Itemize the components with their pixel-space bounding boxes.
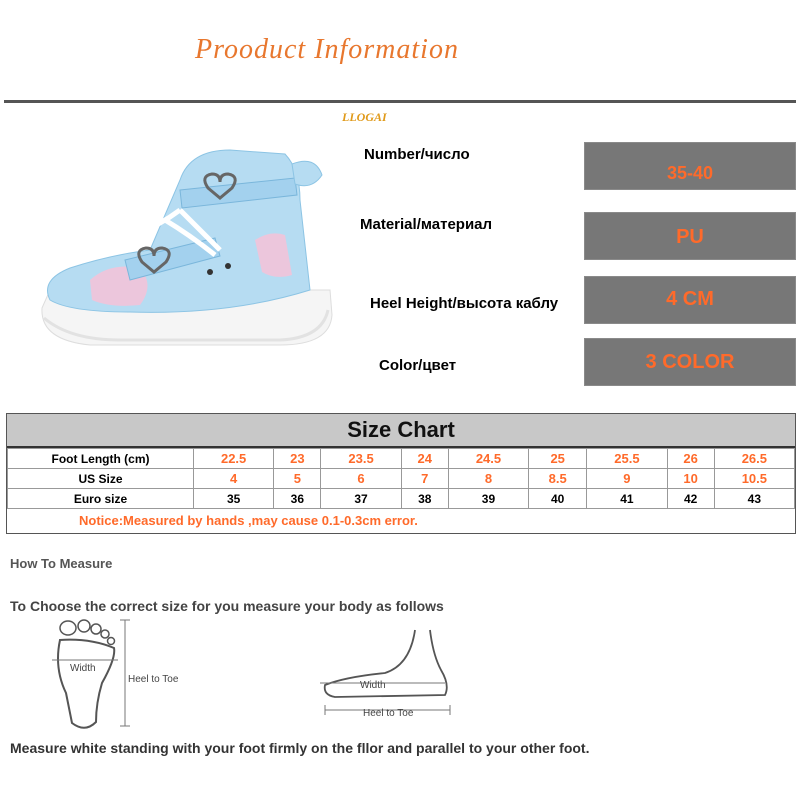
spec-label-material: Material/материал <box>360 216 493 233</box>
table-cell: 10 <box>667 469 714 489</box>
table-cell: 23 <box>274 449 321 469</box>
measure-note: Measure white standing with your foot firmly on the fllor and parallel to your other foot. <box>10 740 590 756</box>
foot-top-diagram <box>30 618 210 733</box>
measure-instruction: To Choose the correct size for you measure your body as follows <box>10 598 444 614</box>
heel-to-toe-label: Heel to Toe <box>128 674 179 685</box>
brand-name: LLOGAI <box>342 110 387 124</box>
row-label-euro-size: Euro size <box>8 489 194 509</box>
table-row <box>8 449 795 469</box>
table-cell: 40 <box>529 489 587 509</box>
table-cell: 26 <box>667 449 714 469</box>
table-cell: 36 <box>274 489 321 509</box>
how-to-measure-heading: How To Measure <box>10 556 113 571</box>
table-cell: 25 <box>529 449 587 469</box>
table-cell: 39 <box>448 489 528 509</box>
table-cell: 8.5 <box>529 469 587 489</box>
table-cell: 6 <box>321 469 401 489</box>
row-label-foot-length: Foot Length (cm) <box>8 449 194 469</box>
table-cell: 25.5 <box>587 449 667 469</box>
row-label-us-size: US Size <box>8 469 194 489</box>
table-cell: 23.5 <box>321 449 401 469</box>
spec-value-color: 3 COLOR <box>645 351 735 373</box>
size-chart <box>6 413 796 534</box>
spec-value-number: 35-40 <box>666 163 714 183</box>
size-chart-notice: Notice:Measured by hands ,may cause 0.1-0.3cm error. <box>79 513 418 528</box>
shoe-image <box>30 140 340 360</box>
table-row <box>8 489 795 509</box>
width-label: Width <box>70 663 96 674</box>
table-row <box>8 469 795 489</box>
spec-value-material: PU <box>676 226 704 248</box>
page-title: Prooduct Information <box>195 34 459 65</box>
table-cell: 4 <box>194 469 274 489</box>
table-cell: 7 <box>401 469 448 489</box>
spec-label-heel-height: Heel Height/высота каблу <box>370 295 559 312</box>
spec-label-number: Number/число <box>364 146 470 163</box>
table-cell: 22.5 <box>194 449 274 469</box>
spec-label-color: Color/цвет <box>379 357 457 374</box>
side-heel-to-toe-label: Heel to Toe <box>363 708 414 719</box>
table-cell: 26.5 <box>714 449 794 469</box>
table-cell: 38 <box>401 489 448 509</box>
table-cell: 10.5 <box>714 469 794 489</box>
table-cell: 5 <box>274 469 321 489</box>
table-cell: 9 <box>587 469 667 489</box>
size-chart-title: Size Chart <box>7 414 795 448</box>
foot-side-diagram <box>315 625 465 725</box>
header-divider <box>4 100 796 103</box>
table-cell: 37 <box>321 489 401 509</box>
table-cell: 43 <box>714 489 794 509</box>
table-cell: 35 <box>194 489 274 509</box>
table-cell: 8 <box>448 469 528 489</box>
table-cell: 24.5 <box>448 449 528 469</box>
side-width-label: Width <box>360 680 386 691</box>
size-chart-table <box>7 448 795 509</box>
table-cell: 42 <box>667 489 714 509</box>
table-cell: 41 <box>587 489 667 509</box>
table-cell: 24 <box>401 449 448 469</box>
spec-value-heel-height: 4 CM <box>666 288 714 310</box>
